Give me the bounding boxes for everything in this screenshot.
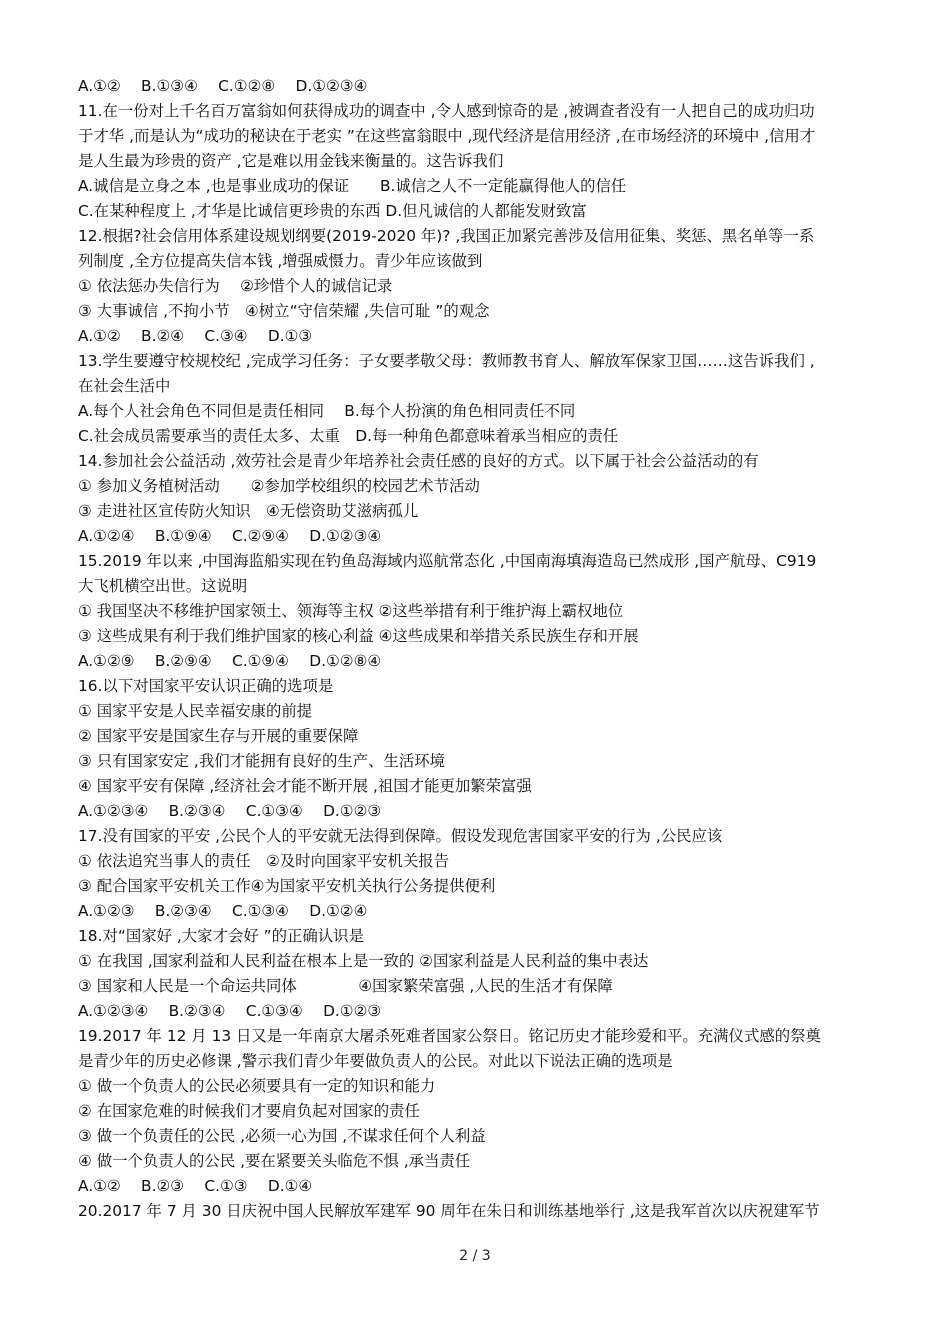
text-line: ① 在我国 ,国家利益和人民利益在根本上是一致的 ②国家利益是人民利益的集中表达 — [78, 952, 649, 970]
text-line: ③ 做一个负责任的公民 ,必须一心为国 ,不谋求任何个人利益 — [78, 1127, 486, 1145]
text-line: 15.2019 年以来 ,中国海监船实现在钓鱼岛海域内巡航常态化 ,中国南海填海造岛已然成形 ,国产航母、C919 — [78, 552, 817, 570]
text-line: 14.参加社会公益活动 ,效劳社会是青少年培养社会责任感的良好的方式。以下属于社会公益活动的有 — [78, 452, 759, 470]
text-line: 是青少年的历史必修课 ,警示我们青少年要做负责人的公民。对此以下说法正确的选项是 — [78, 1052, 673, 1070]
text-line: A.①②⑨ B.②⑨④ C.①⑨④ D.①②⑧④ — [78, 652, 382, 670]
text-line: ① 做一个负责人的公民必须要具有一定的知识和能力 — [78, 1077, 436, 1095]
text-line: C.社会成员需要承当的责任太多、太重 D.每一种角色都意味着承当相应的责任 — [78, 427, 619, 445]
text-line: A.①②③④ B.②③④ C.①③④ D.①②③ — [78, 1002, 382, 1020]
text-line: ③ 配合国家平安机关工作④为国家平安机关执行公务提供便利 — [78, 877, 496, 895]
text-line: ① 参加义务植树活动 ②参加学校组织的校园艺术节活动 — [78, 477, 480, 495]
text-line: 大飞机横空出世。这说明 — [78, 577, 248, 595]
text-line: ① 依法惩办失信行为 ②珍惜个人的诚信记录 — [78, 277, 393, 295]
text-line: ② 在国家危难的时候我们才要肩负起对国家的责任 — [78, 1102, 420, 1120]
text-line: 11.在一份对上千名百万富翁如何获得成功的调查中 ,令人感到惊奇的是 ,被调查者没有一人把自己的成功归功 — [78, 102, 815, 120]
text-line: 16.以下对国家平安认识正确的选项是 — [78, 677, 334, 695]
text-line: ③ 国家和人民是一个命运共同体 ④国家繁荣富强 ,人民的生活才有保障 — [78, 977, 613, 995]
text-line: 13.学生要遵守校规校纪 ,完成学习任务：子女要孝敬父母：教师教书育人、解放军保家卫国……这告诉我们 , — [78, 352, 815, 370]
text-line: 于才华 ,而是认为“成功的秘诀在于老实 ”在这些富翁眼中 ,现代经济是信用经济 ,在市场经济的环境中 ,信用才 — [78, 127, 816, 145]
text-line: ③ 走进社区宣传防火知识 ④无偿资助艾滋病孤儿 — [78, 502, 419, 520]
text-line: ④ 国家平安有保障 ,经济社会才能不断开展 ,祖国才能更加繁荣富强 — [78, 777, 532, 795]
text-line: 18.对“国家好 ,大家才会好 ”的正确认识是 — [78, 927, 364, 945]
text-line: ① 我国坚决不移维护国家领土、领海等主权 ②这些举措有利于维护海上霸权地位 — [78, 602, 624, 620]
text-line: A.①② B.①③④ C.①②⑧ D.①②③④ — [78, 77, 368, 95]
text-line: ① 依法追究当事人的责任 ②及时向国家平安机关报告 — [78, 852, 450, 870]
text-line: 19.2017 年 12 月 13 日又是一年南京大屠杀死难者国家公祭日。铭记历史才能珍爱和平。充满仪式感的祭奠 — [78, 1027, 821, 1045]
text-line: 是人生最为珍贵的资产 ,它是难以用金钱来衡量的。这告诉我们 — [78, 152, 504, 170]
text-line: ③ 只有国家安定 ,我们才能拥有良好的生产、生活环境 — [78, 752, 446, 770]
text-line: A.①②④ B.①⑨④ C.②⑨④ D.①②③④ — [78, 527, 382, 545]
text-line: A.①②③④ B.②③④ C.①③④ D.①②③ — [78, 802, 382, 820]
text-line: A.诚信是立身之本 ,也是事业成功的保证 B.诚信之人不一定能赢得他人的信任 — [78, 177, 627, 195]
text-line: A.①② B.②④ C.③④ D.①③ — [78, 327, 313, 345]
text-line: 20.2017 年 7 月 30 日庆祝中国人民解放军建军 90 周年在朱日和训练基地举行 ,这是我军首次以庆祝建军节 — [78, 1202, 820, 1220]
text-line: A.①②③ B.②③④ C.①③④ D.①②④ — [78, 902, 368, 920]
text-line: ③ 大事诚信 ,不拘小节 ④树立“守信荣耀 ,失信可耻 ”的观念 — [78, 302, 490, 320]
text-line: ② 国家平安是国家生存与开展的重要保障 — [78, 727, 359, 745]
text-line: ③ 这些成果有利于我们维护国家的核心利益 ④这些成果和举措关系民族生存和开展 — [78, 627, 639, 645]
page-number: 2 / 3 — [459, 1248, 491, 1264]
text-line: 列制度 ,全方位提高失信本钱 ,增强威慑力。青少年应该做到 — [78, 252, 483, 270]
text-line: ① 国家平安是人民幸福安康的前提 — [78, 702, 313, 720]
text-line: 在社会生活中 — [78, 377, 171, 395]
text-line: 17.没有国家的平安 ,公民个人的平安就无法得到保障。假设发现危害国家平安的行为 ,公民应该 — [78, 827, 723, 845]
text-line: A.每个人社会角色不同但是责任相同 B.每个人扮演的角色相同责任不同 — [78, 402, 576, 420]
document-body — [78, 74, 888, 1224]
text-line: A.①② B.②③ C.①③ D.①④ — [78, 1177, 313, 1195]
text-line: ④ 做一个负责人的公民 ,要在紧要关头临危不惧 ,承当责任 — [78, 1152, 471, 1170]
text-line: C.在某种程度上 ,才华是比诚信更珍贵的东西 D.但凡诚信的人都能发财致富 — [78, 202, 587, 220]
text-line: 12.根据?社会信用体系建设规划纲要(2019-2020 年)? ,我国正加紧完善涉及信用征集、奖惩、黑名单等一系 — [78, 227, 815, 245]
